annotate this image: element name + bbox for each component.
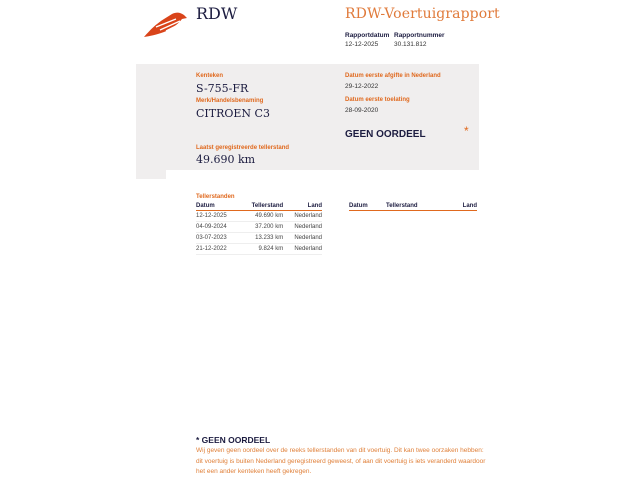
row-date: 21-12-2022	[196, 244, 239, 255]
report-date-label: Rapportdatum	[345, 32, 390, 39]
report-date	[345, 32, 389, 48]
report-number	[394, 32, 445, 48]
plate-value: S-755-FR	[196, 82, 249, 95]
col-reading: Tellerstand	[386, 203, 449, 211]
report-title: RDW-Voertuigrapport	[345, 6, 500, 22]
footnote-text: Wij geven geen oordeel over de reeks tellerstanden van dit voertuig. Dit kan twee oorzaken hebben: dit voertuig is buiten Nederland geregistreerd geweest, of aan dit voertuig is iets veranderd waardoor het een ander kenteken heeft gekregen.	[196, 447, 486, 475]
row-country: Nederland	[283, 233, 322, 244]
verdict-badge: GEEN OORDEEL	[345, 129, 426, 140]
footnote-star-icon: *	[464, 124, 469, 138]
row-reading: 13.233 km	[239, 233, 283, 244]
row-date: 04-09-2024	[196, 222, 239, 233]
row-reading: 9.824 km	[239, 244, 283, 255]
first-admission-value: 28-09-2020	[345, 107, 379, 114]
plate-label: Kenteken	[196, 73, 224, 79]
col-date: Datum	[196, 203, 239, 211]
table-row	[196, 244, 322, 255]
make-value: CITROEN C3	[196, 107, 270, 120]
table-header-row	[196, 203, 322, 211]
report-date-value: 12-12-2025	[345, 41, 379, 48]
report-number-label: Rapportnummer	[394, 32, 445, 39]
row-date: 03-07-2023	[196, 233, 239, 244]
row-reading: 49.690 km	[239, 211, 283, 222]
last-odometer-label: Laatst geregistreerde tellerstand	[196, 145, 290, 151]
first-nl-value: 29-12-2022	[345, 83, 379, 90]
col-reading: Tellerstand	[239, 203, 283, 211]
rdw-logo-icon	[142, 10, 188, 38]
panel-tab	[136, 170, 166, 179]
footnote-title: * GEEN OORDEEL	[196, 435, 271, 445]
odometer-table-left	[196, 203, 322, 255]
col-country: Land	[449, 203, 477, 211]
make-label: Merk/Handelsbenaming	[196, 98, 264, 104]
odometer-table-right	[349, 203, 477, 211]
odometer-section-title: Tellerstanden	[196, 194, 235, 200]
brand-name: RDW	[196, 4, 238, 23]
row-country: Nederland	[283, 222, 322, 233]
table-row	[196, 211, 322, 222]
table-header-row	[349, 203, 477, 211]
row-reading: 37.200 km	[239, 222, 283, 233]
vehicle-summary-panel	[136, 64, 479, 170]
col-date: Datum	[349, 203, 386, 211]
col-country: Land	[283, 203, 322, 211]
first-nl-label: Datum eerste afgifte in Nederland	[345, 73, 441, 79]
row-country: Nederland	[283, 244, 322, 255]
row-country: Nederland	[283, 211, 322, 222]
table-row	[196, 222, 322, 233]
report-number-value: 30.131.812	[394, 41, 427, 48]
last-odometer-value: 49.690 km	[196, 153, 256, 166]
first-admission-label: Datum eerste toelating	[345, 97, 410, 103]
row-date: 12-12-2025	[196, 211, 239, 222]
table-row	[196, 233, 322, 244]
